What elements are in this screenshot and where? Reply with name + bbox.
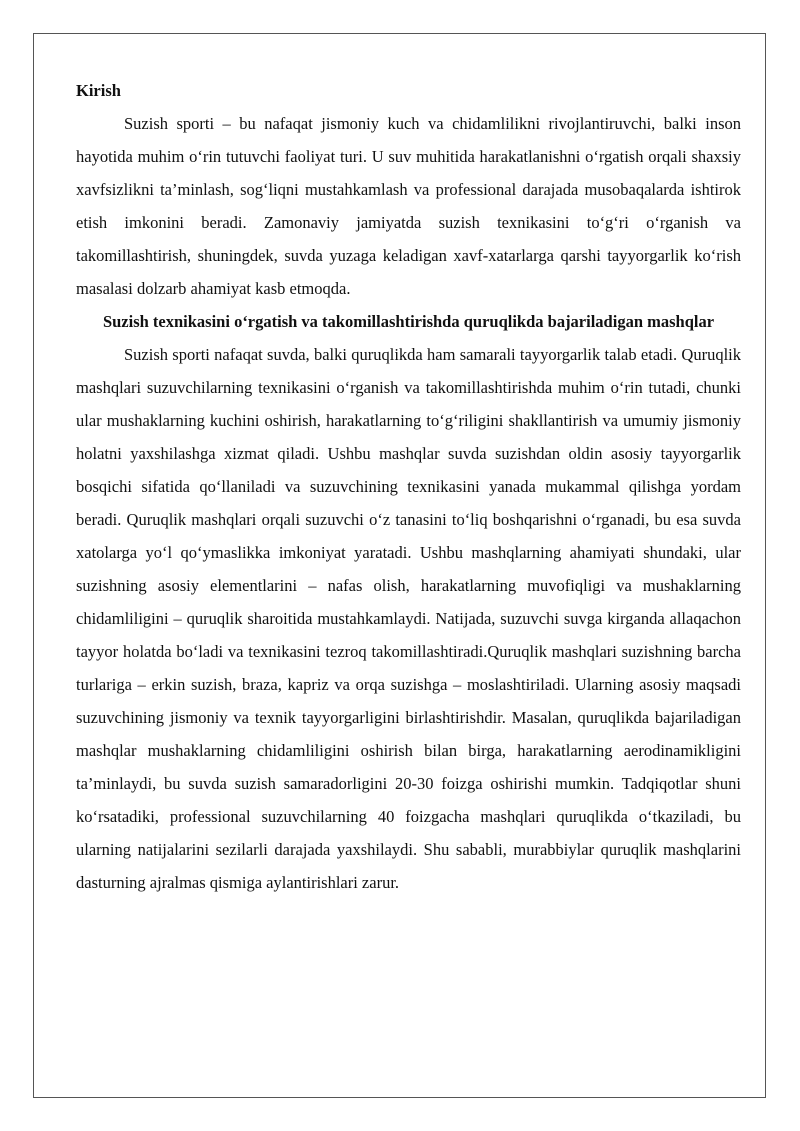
document-body xyxy=(76,74,741,899)
section-heading: Suzish texnikasini o‘rgatish va takomillashtirishda quruqlikda bajariladigan mashqlar xyxy=(102,312,715,331)
section-paragraph: Suzish sporti nafaqat suvda, balki quruqlikda ham samarali tayyorgarlik talab etadi. Quruqlik mashqlari suzuvchilarning texnikasini o‘rganish va takomillashtirishda muhim o‘rin tutadi, chunki ular mushaklarning kuchini oshirish, harakatlarning to‘g‘riligini shakllantirish va umumiy jismoniy holatni yaxshilashga xizmat qiladi. Ushbu mashqlar suvda suzishdan oldin asosiy tayyorgarlik bosqichi sifatida qo‘llaniladi va suzuvchining texnikasini yanada mukammal qilishga yordam beradi. Quruqlik mashqlari orqali suzuvchi o‘z tanasini to‘liq boshqarishni o‘rganadi, bu esa suvda xatolarga yo‘l qo‘ymaslikka imkoniyat yaratadi. Ushbu mashqlarning ahamiyati shundaki, ular suzishning asosiy elementlarini – nafas olish, harakatlarning muvofiqligi va mushaklarning chidamliligini – quruqlik sharoitida mustahkamlaydi. Natijada, suzuvchi suvga kirganda allaqachon tayyor holatda bo‘ladi va texnikasini tezroq takomillashtiradi.Quruqlik mashqlari suzishning barcha turlariga – erkin suzish, braza, kapriz va orqa suzishga – moslashtiriladi. Ularning asosiy maqsadi suzuvchining jismoniy va texnik tayyorgarligini birlashtirishdir. Masalan, quruqlikda bajariladigan mashqlar mushaklarning chidamliligini oshirish bilan birga, harakatlarning aerodinamikligini ta’minlaydi, bu suvda suzish samaradorligini 20-30 foizga oshirishi mumkin. Tadqiqotlar shuni ko‘rsatadiki, professional suzuvchilarning 40 foizgacha mashqlari quruqlikda o‘tkaziladi, bu ularning natijalarini sezilarli darajada yaxshilaydi. Shu sababli, murabbiylar quruqlik mashqlarini dasturning ajralmas qismiga aylantirishlari zarur. xyxy=(76,345,741,892)
intro-paragraph: Suzish sporti – bu nafaqat jismoniy kuch va chidamlilikni rivojlantiruvchi, balki inson hayotida muhim o‘rin tutuvchi faoliyat turi. U suv muhitida harakatlanishni o‘rgatish orqali shaxsiy xavfsizlikni ta’minlash, sog‘liqni mustahkamlash va professional darajada musobaqalarda ishtirok etish imkonini beradi. Zamonaviy jamiyatda suzish texnikasini to‘g‘ri o‘rganish va takomillashtirish, shuningdek, suvda yuzaga keladigan xavf-xatarlarga qarshi tayyorgarlik ko‘rish masalasi dolzarb ahamiyat kasb etmoqda. xyxy=(76,114,741,298)
intro-heading: Kirish xyxy=(76,81,121,100)
